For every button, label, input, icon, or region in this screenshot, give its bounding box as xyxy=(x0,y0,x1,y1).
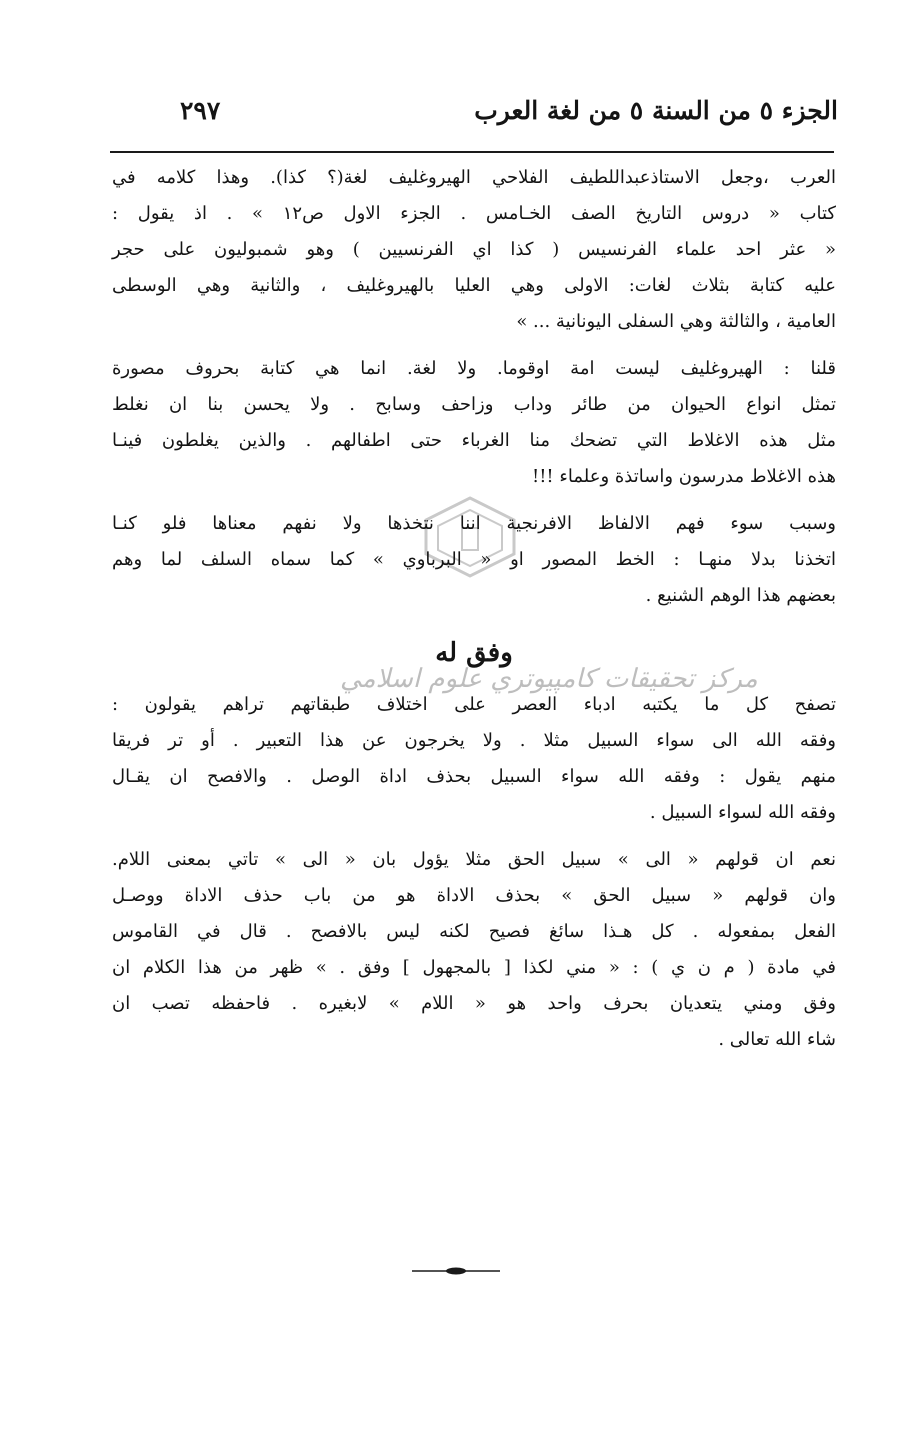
page-header xyxy=(118,96,838,140)
text-line: العرب ،وجعل الاستاذعبداللطيف الفلاحي الهيروغليف لغة(؟ كذا). وهذا كلامه في xyxy=(112,167,836,188)
text-line: نعم ان قولهم « الى » سبيل الحق مثلا يؤول بان « الى » تاتي بمعنى اللام. xyxy=(112,849,836,870)
text-line: عليه كتابة بثلاث لغات: الاولى وهي العليا بالهيروغليف ، والثانية وهي الوسطى xyxy=(112,275,836,296)
text-line: وان قولهم « سبيل الحق » بحذف الاداة هو من باب حذف الاداة ووصـل xyxy=(112,885,836,906)
text-line: في مادة ( م ن ي ) : « مني لكذا [ بالمجهول ] وفق . » ظهر من هذا الكلام ان xyxy=(112,957,836,978)
text-line: الفعل بمفعوله . كل هـذا سائغ فصيح لكنه ليس بالافصح . قال في القاموس xyxy=(112,921,836,942)
text-line: تصفح كل ما يكتبه ادباء العصر على اختلاف طبقاتهم تراهم يقولون : xyxy=(112,694,836,715)
text-line: اتخذنا بدلا منهـا : الخط المصور او « البرباوي » كما سماه السلف لما وهم xyxy=(112,549,836,570)
text-line: وفق ومني يتعديان بحرف واحد هو « اللام » لابغيره . فاحفظه تصب ان xyxy=(112,993,836,1014)
text-line: شاء الله تعالى . xyxy=(718,1029,836,1050)
paragraph xyxy=(112,506,836,614)
text-line: وفقه الله الى سواء السبيل مثلا . ولا يخرجون عن هذا التعبير . أو تر فريقا xyxy=(112,730,836,751)
text-line: بعضهم هذا الوهم الشنيع . xyxy=(645,585,836,606)
text-line: « عثر احد علماء الفرنسيس ( كذا اي الفرنسيين ) وهو شمبوليون على حجر xyxy=(112,239,837,260)
page-number: ٢٩٧ xyxy=(180,96,221,125)
text-line: وفقه الله لسواء السبيل . xyxy=(649,802,836,823)
paragraph xyxy=(112,842,836,1058)
running-title: الجزء ٥ من السنة ٥ من لغة العرب xyxy=(474,96,838,125)
watermark-text: مركز تحقيقات كامپيوتري علوم اسلامي xyxy=(340,664,758,694)
text-line: تمثل انواع الحيوان من طائر وداب وزاحف وسابح . ولا يحسن بنا ان نغلط xyxy=(112,394,836,415)
text-line: وسبب سوء فهم الالفاظ الافرنجية اننا نتخذها ولا نفهم معناها فلو كنـا xyxy=(112,513,836,534)
article-body xyxy=(112,160,836,1069)
text-line: العامية ، والثالثة وهي السفلى اليونانية ... » xyxy=(516,311,836,332)
header-rule xyxy=(110,151,834,153)
text-line: منهم يقول : وفقه الله سواء السبيل بحذف اداة الوصل . والافصح ان يقـال xyxy=(112,766,836,787)
paragraph xyxy=(112,351,836,495)
text-line: مثل هذه الاغلاط التي تضحك منا الغرباء حتى اطفالهم . والذين يغلطون فينـا xyxy=(112,430,836,451)
text-line: كتاب « دروس التاريخ الصف الخـامس . الجزء الاول ص١٢ » . اذ يقول : xyxy=(112,203,837,224)
section-heading: وفق له xyxy=(435,638,513,668)
end-ornament-icon xyxy=(412,1266,500,1276)
text-line: قلنا : الهيروغليف ليست امة اوقوما. ولا لغة. انما هي كتابة بحروف مصورة xyxy=(112,358,836,379)
paragraph xyxy=(112,160,836,340)
text-line: هذه الاغلاط مدرسون واساتذة وعلماء !!! xyxy=(531,466,836,487)
paragraph xyxy=(112,687,836,831)
